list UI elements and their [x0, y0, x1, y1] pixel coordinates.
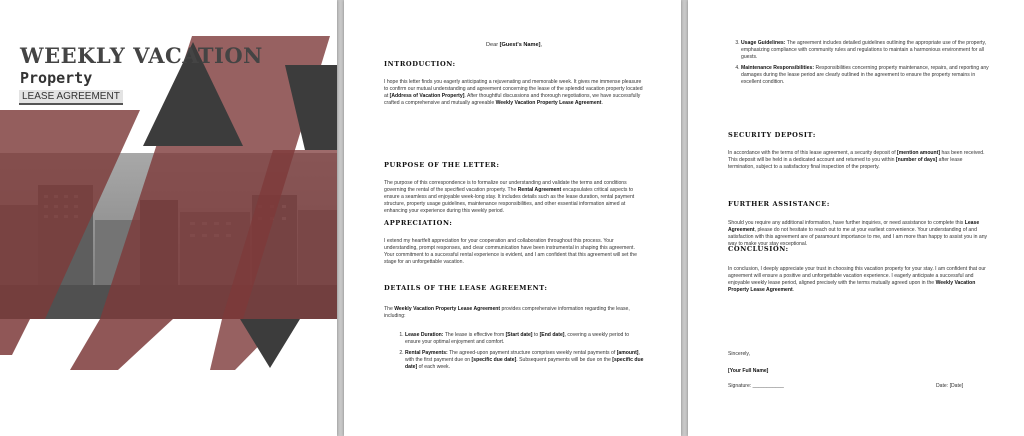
further-assistance-text: Should you require any additional information, have further inquiries, or need assistance to complete this Lease Agreement, please do not hesitate to reach out to me at your earliest convenience. Your understanding of and satisfaction with this agreement are of paramount importance to me, and I am more than happy to assist you in any way to make your stay exceptional.: [728, 220, 988, 247]
appreciation-heading: APPRECIATION:: [384, 219, 453, 227]
list-item: 3. Usage Guidelines: The agreement includes detailed guidelines outlining the appropriate use of the property, emphasizing compliance with community rules and regulations to maintain a harmonious environment for all guests.: [741, 40, 990, 61]
date-line: Date: [Date]: [936, 383, 964, 389]
list-item: 2. Rental Payments: The agreed-upon payment structure comprises weekly rental payments of [amount], with the first payment due on [specific due date]. Subsequent payments will be due on the [specific due date] of each week.: [405, 350, 644, 371]
lease-agreement-badge: LEASE AGREEMENT: [19, 90, 123, 105]
conclusion-heading: CONCLUSION:: [728, 245, 789, 253]
introduction-heading: INTRODUCTION:: [384, 60, 456, 68]
security-deposit-heading: SECURITY DEPOSIT:: [728, 131, 816, 139]
list-item: 4. Maintenance Responsibilities: Responsibilities concerning property maintenance, repairs, and reporting any damages during the lease period are clearly outlined in the agreement to ensure the property remains in excellent condition.: [741, 65, 990, 86]
salutation: Dear [Guest's Name],: [485, 42, 543, 48]
cover-page: [0, 0, 337, 436]
details-list: [392, 332, 644, 375]
introduction-text: I hope this letter finds you eagerly anticipating a rejuvenating and memorable week. It gives me immense pleasure to confirm our mutual understanding and agreement concerning the lease of the splendid vacation property located at [Address of Vacation Property]. After thoughtful discussions and thorough negotiations, we have successfully crafted a comprehensive and mutually agreeable Weekly Vacation Property Lease Agreement.: [384, 79, 643, 106]
letter-page-2: [344, 0, 681, 436]
cover-title: WEEKLY VACATION: [20, 43, 263, 68]
signature-line: Signature: ___________: [728, 383, 784, 389]
sincerely: Sincerely,: [728, 351, 750, 357]
details-list-continued: [728, 40, 990, 90]
list-item: 1. Lease Duration: The lease is effective from [Start date] to [End date], covering a weekly period to ensure your optimal enjoyment and comfort.: [405, 332, 644, 346]
security-deposit-text: In accordance with the terms of this lease agreement, a security deposit of [mention amount] has been received. This deposit will be held in a dedicated account and returned to you within [number of days] after lease termination, subject to a satisfactory final inspection of the property.: [728, 150, 985, 170]
conclusion-text: In conclusion, I deeply appreciate your trust in choosing this vacation property for your stay. I am confident that our agreement will ensure a positive and unforgettable vacation experience. I eagerly anticipate a successful and enjoyable weekly lease period, aligned precisely with the terms mutually agreed upon in the Weekly Vacation Property Lease Agreement.: [728, 266, 986, 293]
details-heading: DETAILS OF THE LEASE AGREEMENT:: [384, 284, 548, 292]
purpose-heading: PURPOSE OF THE LETTER:: [384, 161, 500, 169]
further-assistance-heading: FURTHER ASSISTANCE:: [728, 200, 830, 208]
full-name-placeholder: [Your Full Name]: [728, 368, 769, 374]
letter-page-3: [688, 0, 1024, 436]
appreciation-text: I extend my heartfelt appreciation for your cooperation and collaboration throughout this process. Your understanding, prompt responses, and clear communication have been instrumental in shaping this agreement. Your commitment to a successful rental experience is evident, and I am confident that this agreement will set the stage for an unforgettable vacation.: [384, 238, 637, 265]
purpose-text: The purpose of this correspondence is to formalize our understanding and validate the terms and conditions governing the rental of the specified vacation property. The Rental Agreement encapsulates critical aspects to ensure a seamless and enjoyable week-long stay. It includes details such as the lease duration, rental payment structure, property usage guidelines, maintenance responsibilities, and other essential information aimed at enhancing your experience during this weekly period.: [384, 180, 635, 214]
details-intro: The Weekly Vacation Property Lease Agreement provides comprehensive information regarding the lease, including:: [384, 306, 630, 319]
cover-subtitle: Property: [20, 69, 93, 87]
